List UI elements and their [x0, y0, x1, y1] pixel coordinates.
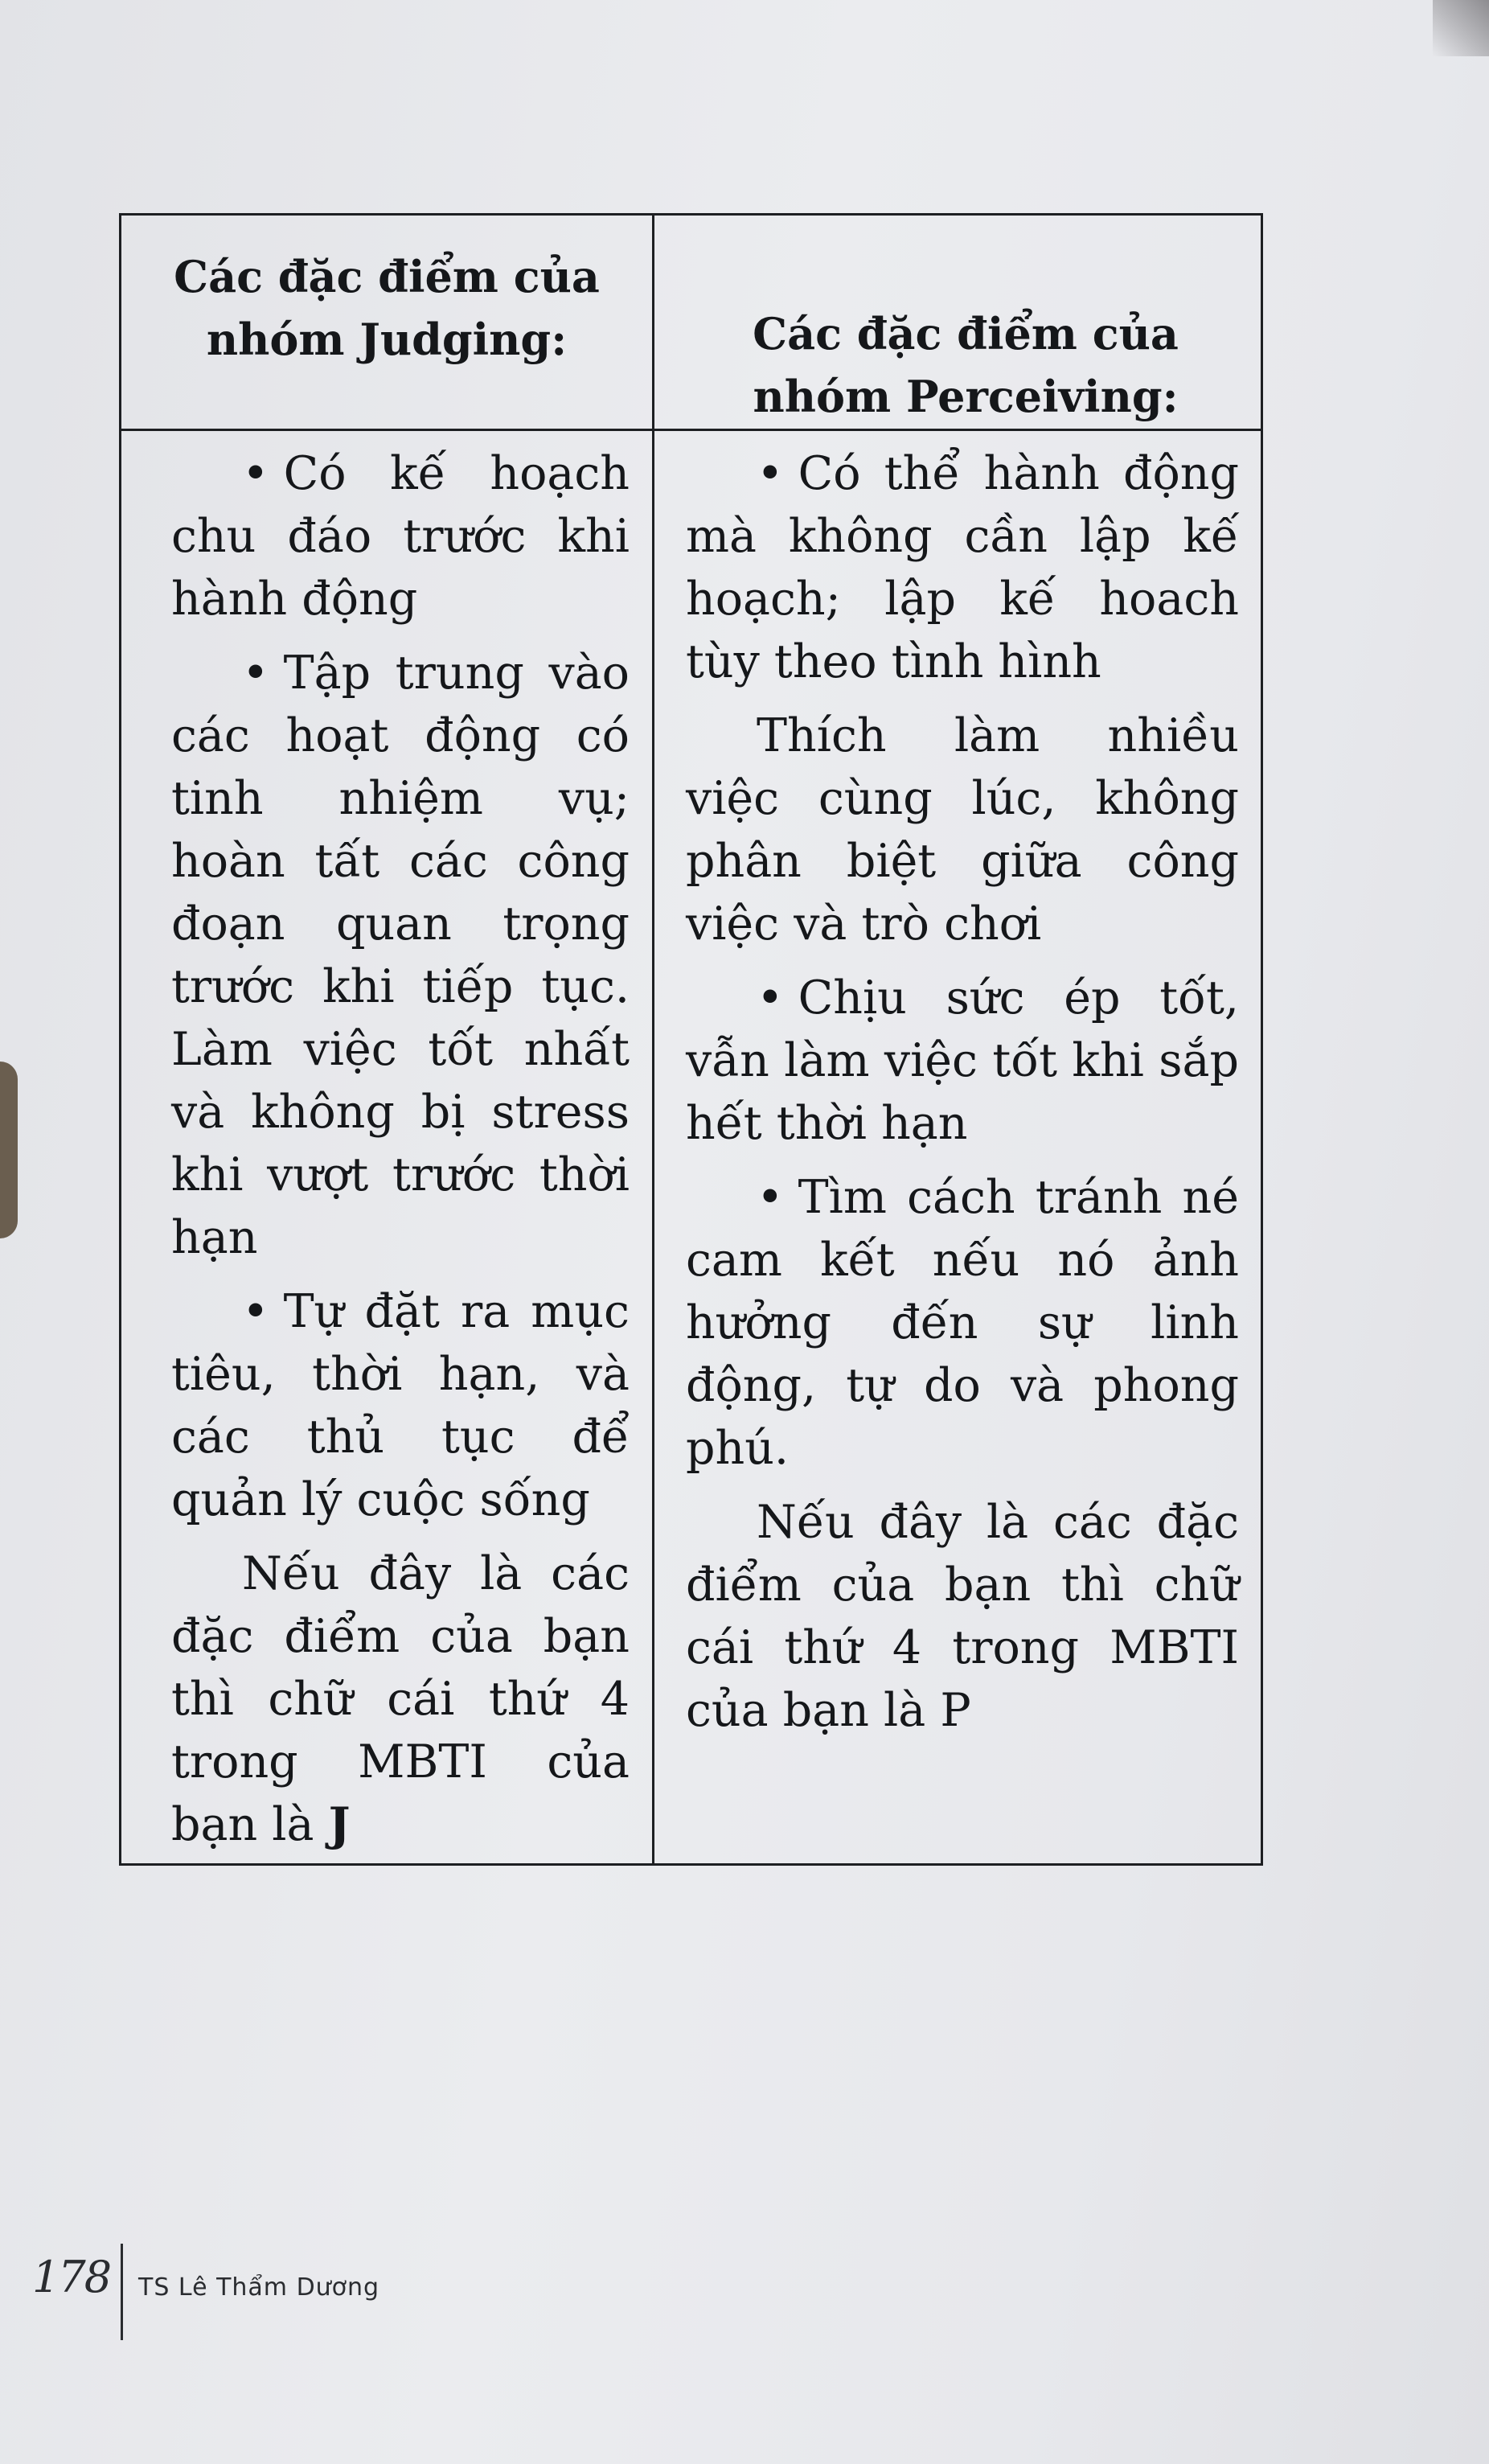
- judging-letter: J: [328, 1797, 351, 1851]
- header-divider: [121, 429, 1261, 431]
- bullet-icon: •: [757, 971, 784, 1025]
- judging-column: [171, 442, 630, 1867]
- footer-divider: [121, 2244, 123, 2340]
- perceiving-item-text: Có thể hành động mà không cần lập kế hoạch; lập kế hoach tùy theo tình hình: [686, 447, 1239, 688]
- perceiving-item: [686, 442, 1239, 693]
- bullet-icon: •: [242, 1285, 269, 1338]
- perceiving-item-text: Thích làm nhiều việc cùng lúc, không phân biệt giữa công việc và trò chơi: [686, 709, 1239, 951]
- column-divider: [652, 216, 654, 1863]
- judging-item: [171, 442, 630, 630]
- bullet-icon: •: [242, 447, 269, 500]
- bullet-icon: •: [757, 1171, 784, 1224]
- perceiving-item-text: Tìm cách tránh né cam kết nếu nó ảnh hưởng đến sự linh động, tự do và phong phú.: [686, 1171, 1239, 1475]
- judging-header: Các đặc điểm của nhóm Judging:: [174, 251, 600, 365]
- page-corner-shadow: [1433, 0, 1489, 56]
- page-number: 178: [32, 2252, 111, 2302]
- comparison-table: [119, 213, 1263, 1866]
- perceiving-conclusion: Nếu đây là các đặc điểm của bạn thì chữ cái thứ 4 trong MBTI của bạn là P: [686, 1496, 1239, 1737]
- judging-item-text: Tập trung vào các hoạt động có tinh nhiệm vụ; hoàn tất các công đoạn quan trọng trước khi tiếp tục. Làm việc tốt nhất và không bị stress khi vượt trước thời hạn: [171, 647, 630, 1264]
- page-edge-shadow: [0, 1062, 18, 1238]
- perceiving-item: [686, 704, 1239, 955]
- judging-item: [171, 1280, 630, 1531]
- perceiving-header: Các đặc điểm của nhóm Perceiving:: [753, 308, 1179, 422]
- bullet-icon: •: [242, 647, 269, 700]
- perceiving-column: [686, 442, 1239, 1753]
- author-name: TS Lê Thẩm Dương: [138, 2273, 380, 2302]
- perceiving-item: [686, 1166, 1239, 1480]
- judging-conclusion: [171, 1542, 630, 1856]
- judging-item-text: Có kế hoạch chu đáo trước khi hành động: [171, 447, 630, 626]
- judging-item-text: Tự đặt ra mục tiêu, thời hạn, và các thủ tục để quản lý cuộc sống: [171, 1285, 630, 1526]
- perceiving-item: [686, 967, 1239, 1155]
- bullet-icon: •: [757, 447, 784, 500]
- judging-conclusion-text: Nếu đây là các đặc điểm của bạn thì chữ cái thứ 4 trong MBTI của bạn là: [171, 1547, 630, 1851]
- judging-item: [171, 642, 630, 1269]
- perceiving-item-text: Chịu sức ép tốt, vẫn làm việc tốt khi sắp hết thời hạn: [686, 971, 1239, 1150]
